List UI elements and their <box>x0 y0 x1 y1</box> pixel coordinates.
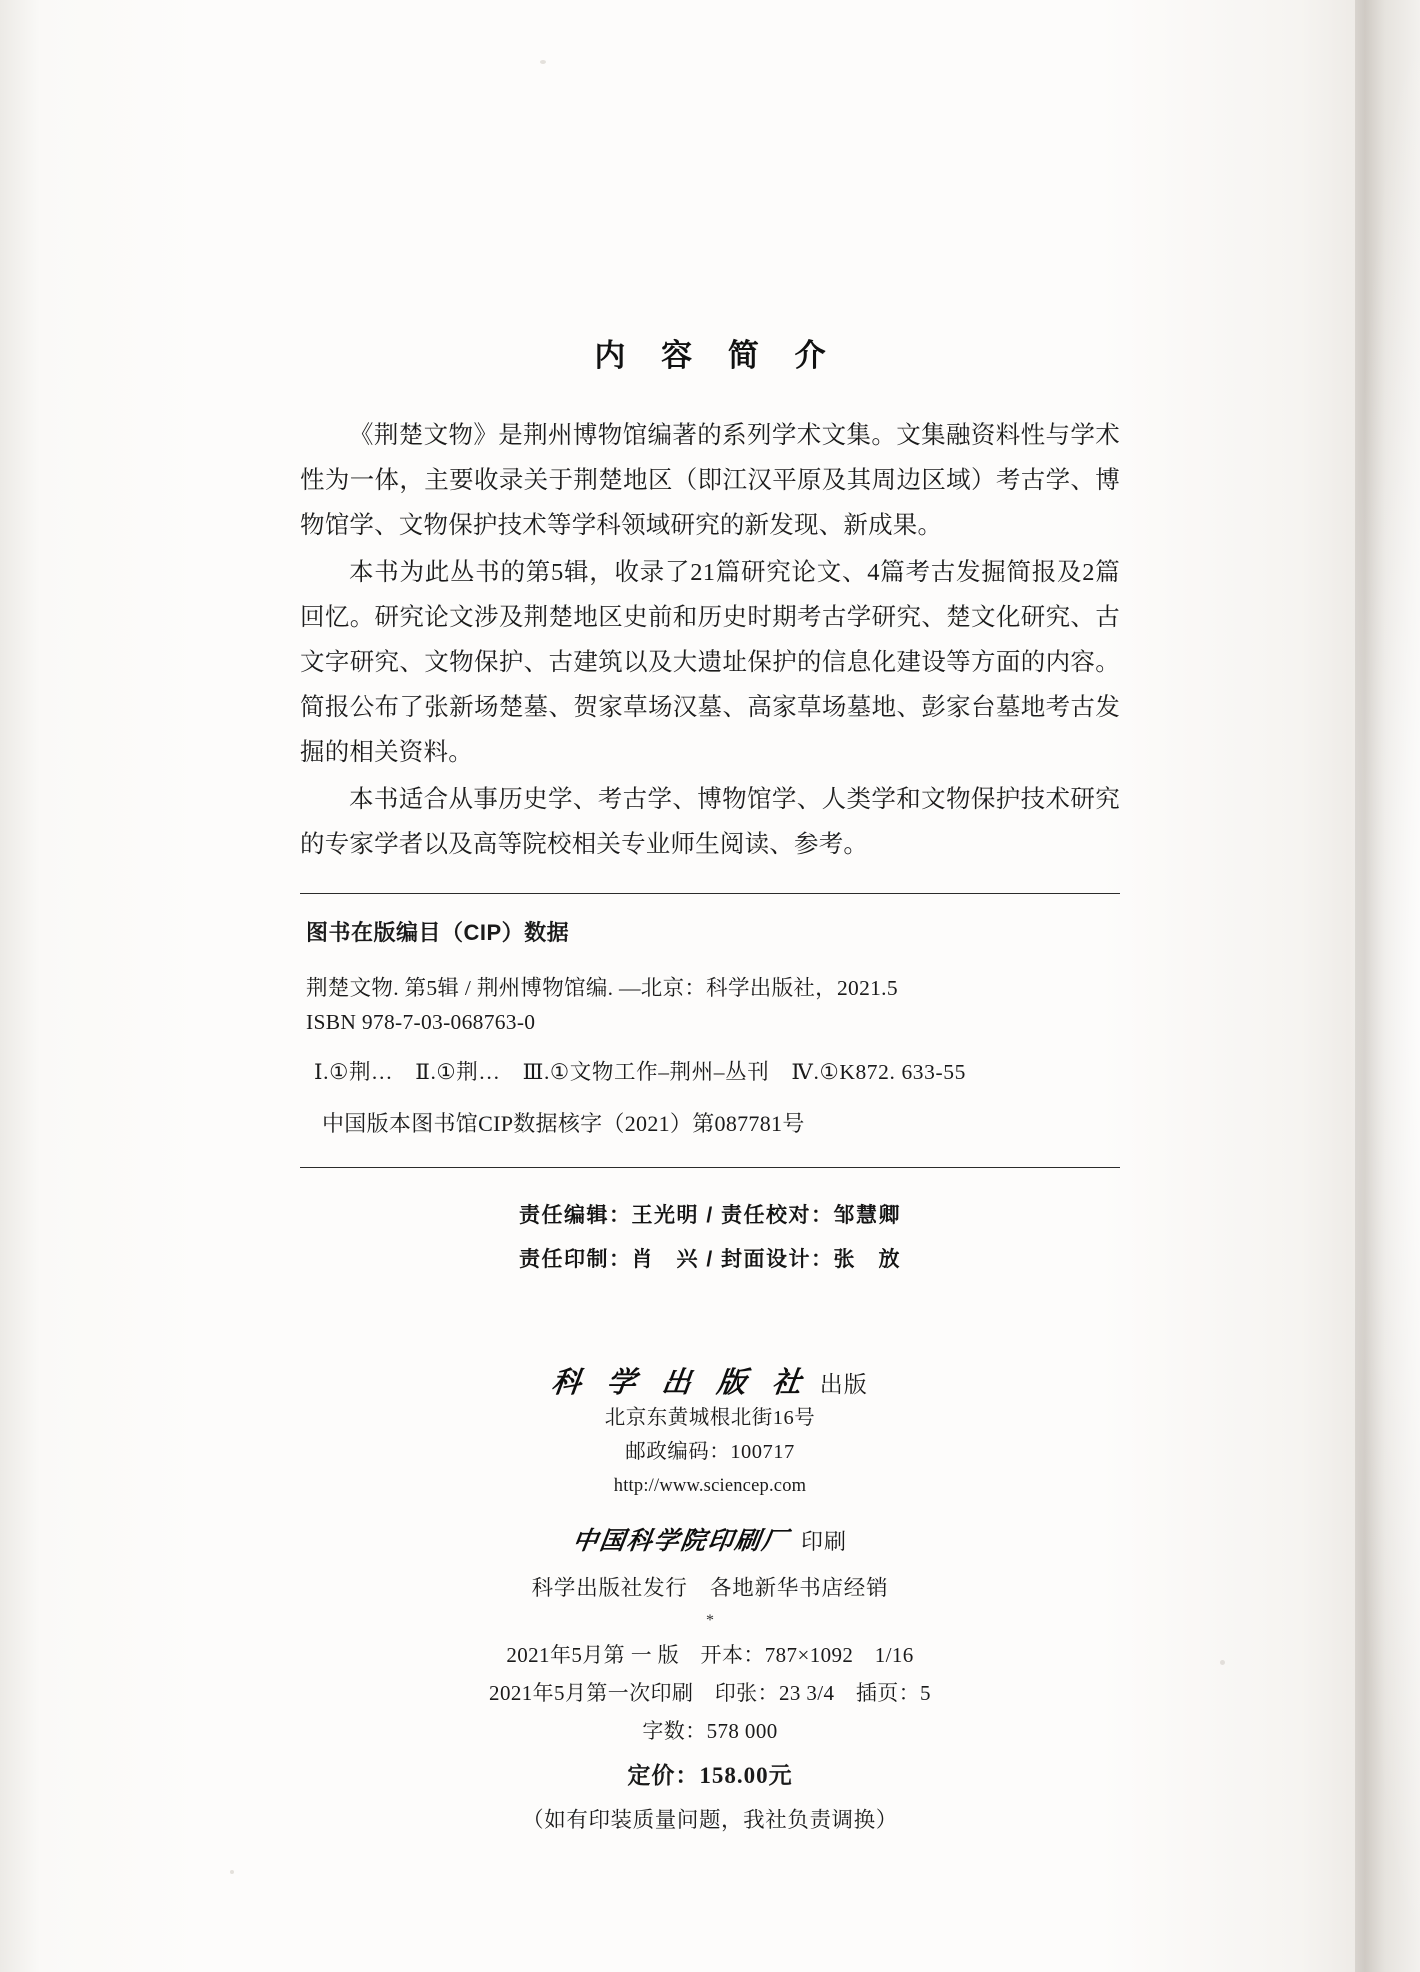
paper-speck <box>540 60 546 64</box>
cip-national-number: 中国版本图书馆CIP数据核字（2021）第087781号 <box>322 1111 805 1136</box>
cip-isbn: ISBN 978-7-03-068763-0 <box>306 1010 536 1034</box>
edition-line-2: 2021年5月第一次印刷 印张：23 3/4 插页：5 <box>489 1681 931 1705</box>
cip-heading: 图书在版编目（CIP）数据 <box>306 920 570 945</box>
printer-name-suffix: 印刷 <box>801 1529 848 1554</box>
printer-row <box>300 1521 1120 1557</box>
page-title: 内 容 简 介 <box>594 338 840 373</box>
publisher-postcode: 邮政编码：100717 <box>625 1441 795 1463</box>
printer-name-calligraphy: 中国科学院印刷厂 <box>570 1526 791 1555</box>
cip-top-divider <box>300 893 1120 894</box>
page-content <box>300 330 1120 1840</box>
price-line: 定价：158.00元 <box>627 1763 793 1788</box>
cip-bottom-divider <box>300 1167 1120 1168</box>
cip-classification: Ⅰ.①荆… Ⅱ.①荆… Ⅲ.①文物工作–荆州–丛刊 Ⅳ.①K872. 633-55 <box>314 1060 966 1084</box>
edition-line-1: 2021年5月第 一 版 开本：787×1092 1/16 <box>506 1643 914 1667</box>
abstract-paragraph-1: 《荆楚文物》是荆州博物馆编著的系列学术文集。文集融资料性与学术性为一体，主要收录关于荆楚地区（即江汉平原及其周边区域）考古学、博物馆学、文物保护技术等学科领域研究的新发现、新成果。 <box>300 422 1120 539</box>
publisher-name-suffix: 出版 <box>819 1372 868 1397</box>
separator-asterisk: * <box>706 1612 714 1629</box>
publisher-name-calligraphy: 科 学 出 版 社 <box>550 1365 812 1399</box>
publisher-block <box>300 1360 1120 1840</box>
distribution-line: 科学出版社发行 各地新华书店经销 <box>531 1576 889 1600</box>
abstract-paragraph-3: 本书适合从事历史学、考古学、博物馆学、人类学和文物保护技术研究的专家学者以及高等院校相关专业师生阅读、参考。 <box>300 786 1120 858</box>
staff-line-editor: 责任编辑：王光明 / 责任校对：邹慧卿 <box>518 1204 901 1227</box>
paper-speck <box>230 1870 234 1874</box>
abstract-paragraph-2: 本书为此丛书的第5辑，收录了21篇研究论文、4篇考古发掘简报及2篇回忆。研究论文涉及荆楚地区史前和历史时期考古学研究、楚文化研究、古文字研究、文物保护、古建筑以及大遗址保护的信息化建设等方面的内容。简报公布了张新场楚墓、贺家草场汉墓、高家草场墓地、彭家台墓地考古发掘的相关资料。 <box>300 559 1120 766</box>
page-edge-highlight <box>1350 0 1420 1972</box>
cip-citation-line: 荆楚文物. 第5辑 / 荆州博物馆编. —北京：科学出版社，2021.5 <box>306 976 898 1000</box>
quality-note: （如有印装质量问题，我社负责调换） <box>522 1808 898 1832</box>
staff-line-printing: 责任印制：肖 兴 / 封面设计：张 放 <box>518 1248 901 1271</box>
staff-credits <box>300 1194 1120 1282</box>
publisher-name-row <box>300 1360 1120 1401</box>
cip-spacer <box>300 1039 1120 1055</box>
publisher-website[interactable]: http://www.sciencep.com <box>613 1476 807 1496</box>
publisher-address: 北京东黄城根北街16号 <box>604 1407 816 1429</box>
paper-speck <box>1220 1660 1225 1665</box>
word-count-line: 字数：578 000 <box>642 1719 778 1743</box>
